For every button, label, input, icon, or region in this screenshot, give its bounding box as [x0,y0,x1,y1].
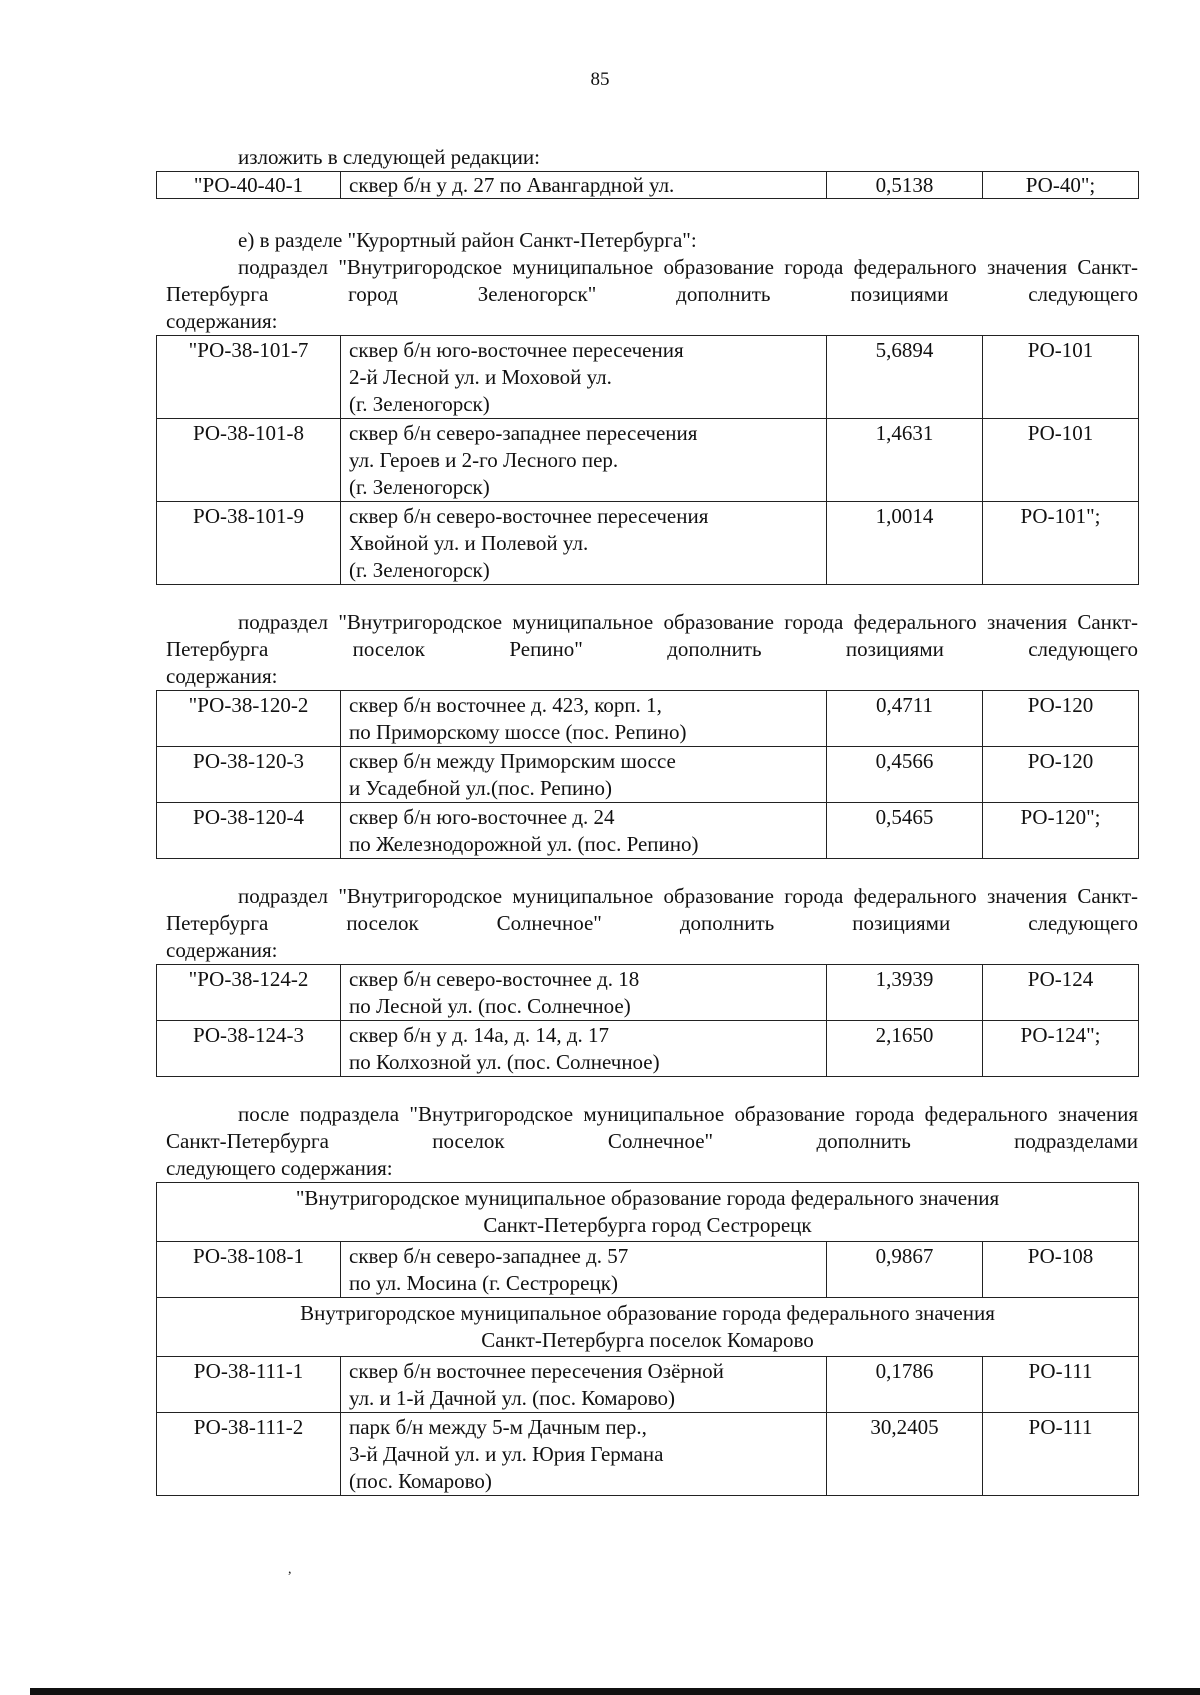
object-name-cell [341,1021,827,1077]
area-cell: 1,0014 [827,502,983,585]
heading-line: Санкт-Петербурга поселок Комарово [481,1328,814,1352]
object-name-cell [341,747,827,803]
area-cell: 30,2405 [827,1413,983,1496]
table-row [157,965,1139,1021]
zone-code-cell: РО-38-111-2 [157,1413,341,1496]
heading-line: Внутригородское муниципальное образование города федерального значения [300,1301,995,1325]
zone-cell: РО-120 [983,691,1139,747]
object-name-cell [341,691,827,747]
object-name-cell [341,1242,827,1298]
name-line: Хвойной ул. и Полевой ул. [349,531,589,555]
subsection-solnechnoe-text: подраздел "Внутригородское муниципальное образование города федерального значения Санкт-Петербурга поселок Солнечное" дополнить позициями следующего [166,884,1138,935]
name-line: сквер б/н юго-восточнее д. 24 [349,805,615,829]
section-e-heading: е) в разделе "Курортный район Санкт-Петербурга": [238,228,697,252]
heading-line: "Внутригородское муниципальное образование города федерального значения [295,1186,1000,1210]
zone-code-cell: "РО-38-120-2 [157,691,341,747]
name-line: по ул. Мосина (г. Сестрорецк) [349,1271,618,1295]
name-line: парк б/н между 5-м Дачным пер., [349,1415,647,1439]
table-row [157,1413,1139,1496]
subsection-repino-text: подраздел "Внутригородское муниципальное образование города федерального значения Санкт-Петербурга поселок Репино" дополнить позициями следующего [166,610,1138,661]
name-line: по Лесной ул. (пос. Солнечное) [349,994,631,1018]
subsection-heading-komarovo [157,1298,1139,1357]
zone-cell: РО-108 [983,1242,1139,1298]
subsection-heading-sestroretsk [157,1183,1139,1242]
zone-cell: РО-101 [983,419,1139,502]
zone-code-cell: РО-38-101-9 [157,502,341,585]
name-line: (пос. Комарово) [349,1469,492,1493]
page-number: 85 [590,69,610,90]
subsection-repino-text-end: содержания: [166,664,278,688]
subsection-heading-row [157,1183,1139,1242]
subsection-zelenogorsk-text: подраздел "Внутригородское муниципальное образование города федерального значения Санкт-Петербурга город Зеленогорск" дополнить позициями следующего [166,255,1138,306]
zone-code-cell: РО-38-111-1 [157,1357,341,1413]
area-cell: 0,5465 [827,803,983,859]
table-row [157,747,1139,803]
name-line: 2-й Лесной ул. и Моховой ул. [349,365,612,389]
document-body [166,144,1138,1496]
table-ro-40 [156,171,1139,199]
zone-cell: РО-101 [983,336,1139,419]
object-name-cell [341,336,827,419]
object-name-cell [341,419,827,502]
name-line: по Колхозной ул. (пос. Солнечное) [349,1050,660,1074]
area-cell: 1,4631 [827,419,983,502]
name-line: по Железнодорожной ул. (пос. Репино) [349,832,699,856]
zone-cell: РО-101"; [983,502,1139,585]
zone-cell: РО-111 [983,1413,1139,1496]
table-sestroretsk-komarovo [156,1182,1139,1496]
area-cell: 0,9867 [827,1242,983,1298]
zone-code-cell: "РО-38-124-2 [157,965,341,1021]
object-name-cell [341,803,827,859]
table-row [157,336,1139,419]
table-row [157,172,1139,199]
new-subsections-text-end: следующего содержания: [166,1156,393,1180]
name-line: ул. и 1-й Дачной ул. (пос. Комарово) [349,1386,676,1410]
object-name-cell [341,1357,827,1413]
name-line: (г. Зеленогорск) [349,392,490,416]
name-line: сквер б/н северо-восточнее д. 18 [349,967,640,991]
zone-cell: РО-40"; [983,172,1139,199]
new-subsections-text: после подраздела "Внутригородское муниципальное образование города федерального значения Санкт-Петербурга поселок Солнечное" дополнить подразделами [166,1102,1138,1153]
area-cell: 1,3939 [827,965,983,1021]
name-line: сквер б/н юго-восточнее пересечения [349,338,684,362]
name-line: (г. Зеленогорск) [349,475,490,499]
table-zelenogorsk [156,335,1139,585]
zone-code-cell: РО-38-120-4 [157,803,341,859]
name-line: сквер б/н северо-восточнее пересечения [349,504,709,528]
name-line: 3-й Дачной ул. и ул. Юрия Германа [349,1442,664,1466]
area-cell: 0,4566 [827,747,983,803]
zone-code-cell: РО-38-120-3 [157,747,341,803]
name-line: сквер б/н между Приморским шоссе [349,749,676,773]
name-line: ул. Героев и 2-го Лесного пер. [349,448,619,472]
area-cell: 0,5138 [827,172,983,199]
subsection-zelenogorsk-text-end: содержания: [166,309,278,333]
zone-code-cell: "РО-40-40-1 [157,172,341,199]
scan-speck: , [288,1562,292,1577]
area-cell: 2,1650 [827,1021,983,1077]
object-name-cell [341,1413,827,1496]
zone-cell: РО-124 [983,965,1139,1021]
name-line: (г. Зеленогорск) [349,558,490,582]
table-row [157,1357,1139,1413]
zone-code-cell: РО-38-101-8 [157,419,341,502]
zone-code-cell: "РО-38-101-7 [157,336,341,419]
table-row [157,803,1139,859]
name-line: сквер б/н восточнее д. 423, корп. 1, [349,693,662,717]
zone-cell: РО-111 [983,1357,1139,1413]
zone-cell: РО-120"; [983,803,1139,859]
name-line: и Усадебной ул.(пос. Репино) [349,776,612,800]
scan-edge-rule [30,1688,1200,1695]
table-row [157,1242,1139,1298]
object-name-cell [341,502,827,585]
intro-line: изложить в следующей редакции: [238,145,540,169]
table-row [157,419,1139,502]
zone-code-cell: РО-38-108-1 [157,1242,341,1298]
table-row [157,502,1139,585]
name-line: сквер б/н северо-западнее д. 57 [349,1244,629,1268]
table-row [157,691,1139,747]
table-repino [156,690,1139,859]
name-line: сквер б/н восточнее пересечения Озёрной [349,1359,724,1383]
name-line: по Приморскому шоссе (пос. Репино) [349,720,687,744]
area-cell: 5,6894 [827,336,983,419]
zone-cell: РО-124"; [983,1021,1139,1077]
area-cell: 0,1786 [827,1357,983,1413]
object-name-cell: сквер б/н у д. 27 по Авангардной ул. [341,172,827,199]
table-row [157,1021,1139,1077]
subsection-heading-row [157,1298,1139,1357]
zone-cell: РО-120 [983,747,1139,803]
object-name-cell [341,965,827,1021]
area-cell: 0,4711 [827,691,983,747]
heading-line: Санкт-Петербурга город Сестрорецк [483,1213,812,1237]
name-line: сквер б/н северо-западнее пересечения [349,421,698,445]
table-solnechnoe [156,964,1139,1077]
name-line: сквер б/н у д. 14а, д. 14, д. 17 [349,1023,610,1047]
subsection-solnechnoe-text-end: содержания: [166,938,278,962]
zone-code-cell: РО-38-124-3 [157,1021,341,1077]
